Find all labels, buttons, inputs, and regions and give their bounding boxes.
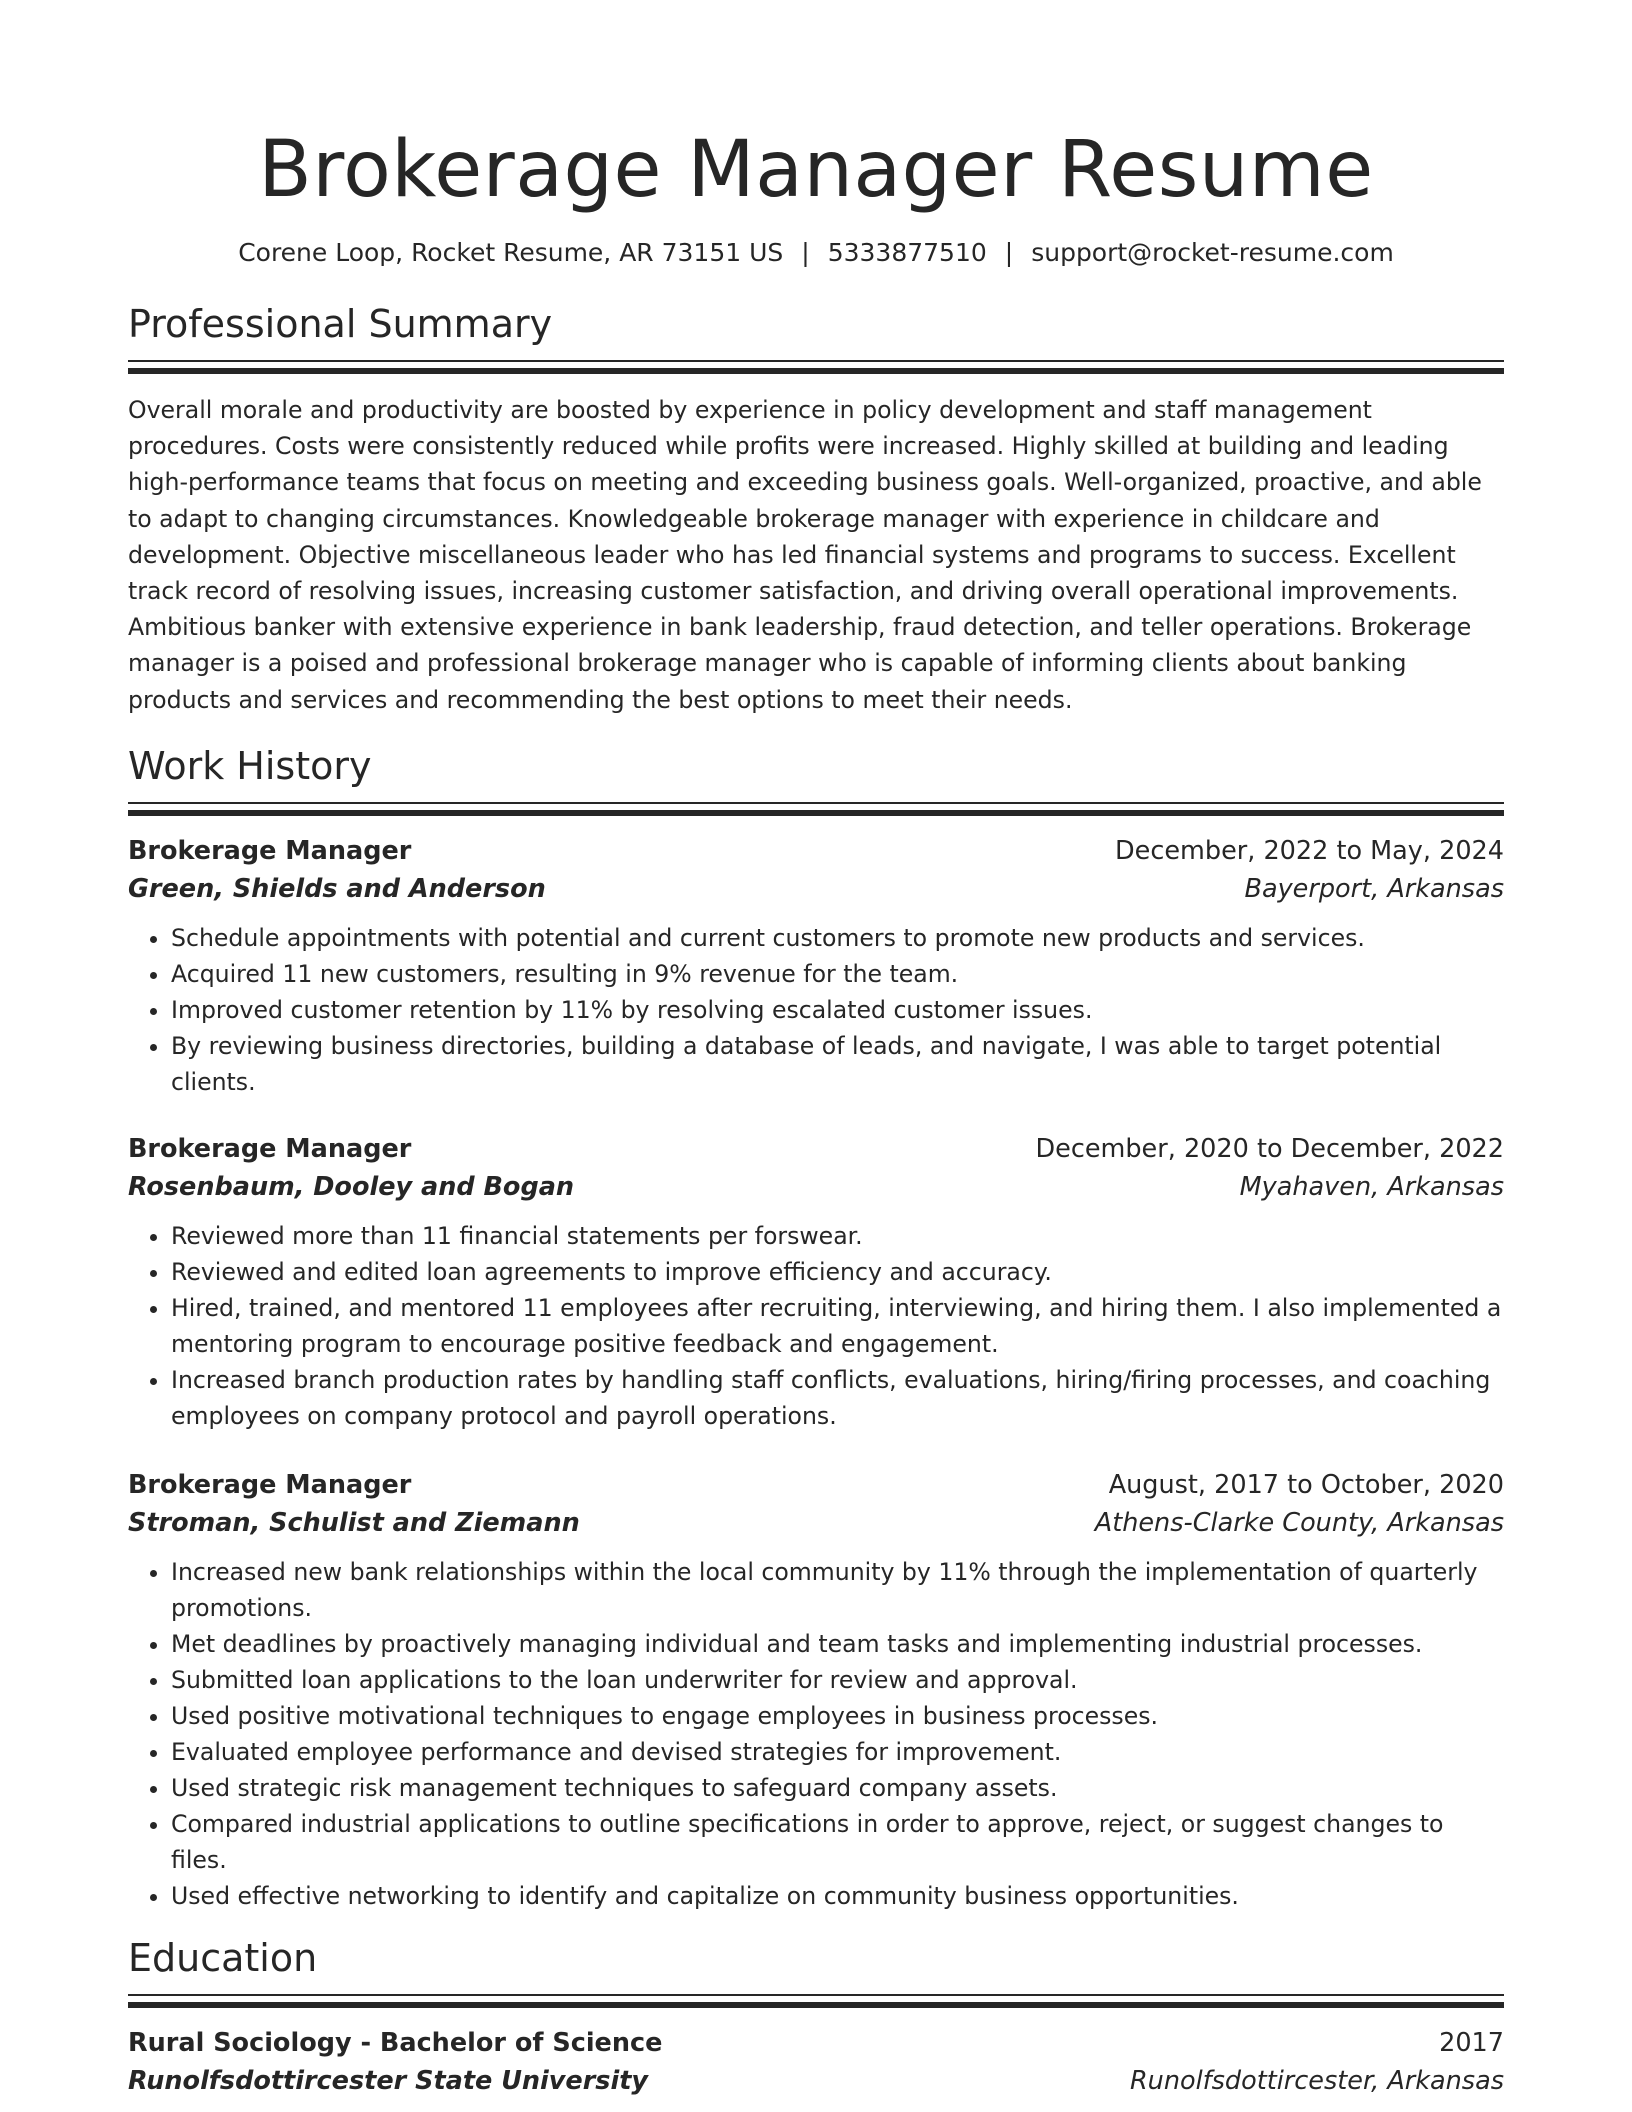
list-item: • Used strategic risk management techniques to safeguard company assets.: [171, 1770, 1504, 1806]
list-item: • Used positive motivational techniques to engage employees in business processes.: [171, 1698, 1504, 1734]
page-title: Brokerage Manager Resume: [258, 125, 1374, 215]
job-title: Brokerage Manager: [128, 1469, 412, 1500]
list-item: • Improved customer retention by 11% by resolving escalated customer issues.: [171, 992, 1504, 1028]
job-entry: [128, 1130, 1504, 1434]
list-item: • Increased new bank relationships within the local community by 11% through the implementation of quarterly promotions.: [171, 1554, 1504, 1626]
job-dates: December, 2022 to May, 2024: [1115, 835, 1504, 866]
education-location: Runolfsdottircester, Arkansas: [1129, 2065, 1504, 2096]
section-divider: [128, 1994, 1504, 2008]
contact-email: support@rocket-resume.com: [1031, 238, 1394, 267]
work-history-section: [128, 742, 1504, 1914]
job-location: Athens-Clarke County, Arkansas: [1094, 1507, 1504, 1538]
summary-text: Overall morale and productivity are boosted by experience in policy development and staff management procedures. Costs were consistently reduced while profits were increased. Highly skilled at building and leading high-performance teams that focus on meeting and exceeding business goals. Well-organized, proactive, and able to adapt to changing circumstances. Knowledgeable brokerage manager with experience in childcare and development. Objective miscellaneous leader who has led financial systems and programs to success. Excellent track record of resolving issues, increasing customer satisfaction, and driving overall operational improvements. Ambitious banker with extensive experience in bank leadership, fraud detection, and teller operations. Brokerage manager is a poised and professional brokerage manager who is capable of informing clients about banking products and services and recommending the best options to meet their needs.: [128, 396, 1482, 714]
job-bullet-list: [128, 1218, 1504, 1434]
job-entry: [128, 1466, 1504, 1914]
job-bullet-list: [128, 920, 1504, 1100]
job-bullet-list: [128, 1554, 1504, 1914]
section-heading-summary: Professional Summary: [128, 302, 553, 346]
contact-address: Corene Loop, Rocket Resume, AR 73151 US: [238, 238, 784, 267]
education-header: [128, 2024, 1504, 2062]
job-location: Bayerport, Arkansas: [1244, 873, 1504, 904]
job-title: Brokerage Manager: [128, 1133, 412, 1164]
list-item: • Evaluated employee performance and devised strategies for improvement.: [171, 1734, 1504, 1770]
list-item: • Reviewed more than 11 financial statements per forswear.: [171, 1218, 1504, 1254]
education-section: [128, 1934, 1504, 2100]
list-item: • Compared industrial applications to outline specifications in order to approve, reject, or suggest changes to files.: [171, 1806, 1504, 1878]
job-location: Myahaven, Arkansas: [1239, 1171, 1504, 1202]
summary-section: [128, 300, 1504, 718]
list-item: • Hired, trained, and mentored 11 employees after recruiting, interviewing, and hiring them. I also implemented a mentoring program to encourage positive feedback and engagement.: [171, 1290, 1504, 1362]
job-subheader: [128, 1168, 1504, 1206]
job-subheader: [128, 870, 1504, 908]
job-header: [128, 1466, 1504, 1504]
job-company: Rosenbaum, Dooley and Bogan: [128, 1171, 575, 1202]
list-item: • Reviewed and edited loan agreements to improve efficiency and accuracy.: [171, 1254, 1504, 1290]
section-heading-work-history: Work History: [128, 743, 372, 788]
list-item: • Schedule appointments with potential and current customers to promote new products and services.: [171, 920, 1504, 956]
contact-separator: |: [801, 238, 810, 267]
list-item: • By reviewing business directories, building a database of leads, and navigate, I was able to target potential clients.: [171, 1028, 1504, 1100]
section-divider: [128, 802, 1504, 816]
job-subheader: [128, 1504, 1504, 1542]
job-company: Stroman, Schulist and Ziemann: [128, 1507, 580, 1538]
contact-phone: 5333877510: [827, 238, 987, 267]
education-entry: [128, 2024, 1504, 2100]
job-dates: December, 2020 to December, 2022: [1035, 1133, 1504, 1164]
education-school: Runolfsdottircester State University: [128, 2065, 649, 2096]
job-header: [128, 1130, 1504, 1168]
contact-line: [128, 236, 1504, 270]
job-dates: August, 2017 to October, 2020: [1108, 1469, 1504, 1500]
job-title: Brokerage Manager: [128, 835, 412, 866]
education-year: 2017: [1439, 2027, 1504, 2058]
education-degree: Rural Sociology - Bachelor of Science: [128, 2027, 663, 2058]
list-item: • Used effective networking to identify and capitalize on community business opportunities.: [171, 1878, 1504, 1914]
section-divider: [128, 360, 1504, 374]
education-subheader: [128, 2062, 1504, 2100]
section-heading-education: Education: [128, 1935, 318, 1980]
list-item: • Submitted loan applications to the loan underwriter for review and approval.: [171, 1662, 1504, 1698]
contact-separator: |: [1004, 238, 1014, 267]
list-item: • Increased branch production rates by handling staff conflicts, evaluations, hiring/firing processes, and coaching employees on company protocol and payroll operations.: [171, 1362, 1504, 1434]
job-entry: [128, 832, 1504, 1100]
job-company: Green, Shields and Anderson: [128, 873, 546, 904]
list-item: • Acquired 11 new customers, resulting in 9% revenue for the team.: [171, 956, 1504, 992]
list-item: • Met deadlines by proactively managing individual and team tasks and implementing industrial processes.: [171, 1626, 1504, 1662]
job-header: [128, 832, 1504, 870]
